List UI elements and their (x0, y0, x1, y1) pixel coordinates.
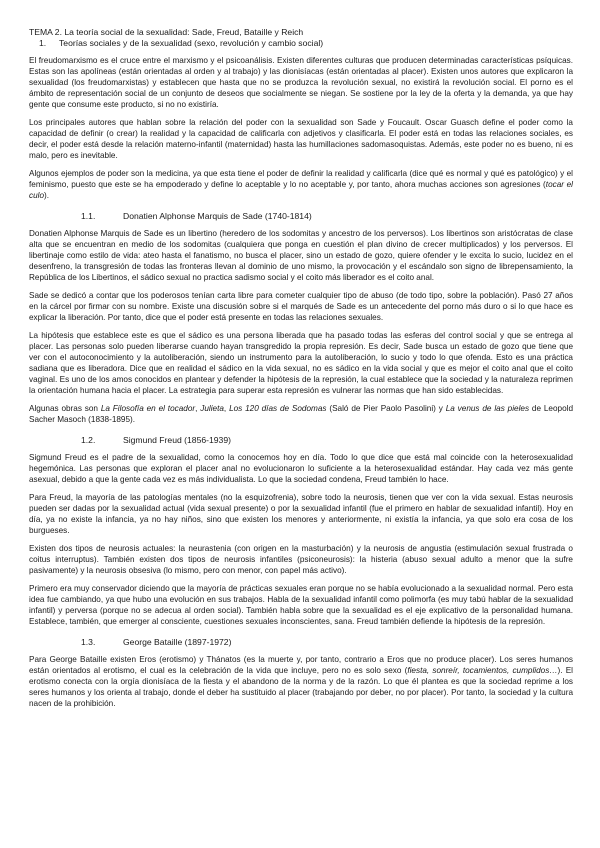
section-1-2-title: Sigmund Freud (1856-1939) (123, 435, 231, 445)
section-1-number: 1. (39, 38, 47, 48)
section-1-2-heading (81, 435, 573, 446)
section-1-3-number: 1.3. (81, 637, 96, 647)
paragraph: Algunos ejemplos de poder son la medicina, ya que esta tiene el poder de definir la realidad y calificarla (dice qué es normal y qué es patológico) y el feminismo, puesto que este se ha empoderado y define lo aceptable y lo no aceptable y, por tanto, ahora muchas acciones son agresiones (tocar el culo). (29, 169, 573, 200)
section-1-1-title: Donatien Alphonse Marquis de Sade (1740-1814) (123, 211, 312, 221)
section-1-title: Teorías sociales y de la sexualidad (sexo, revolución y cambio social) (59, 38, 324, 48)
section-1-2-number: 1.2. (81, 435, 96, 445)
section-1-1-heading (81, 211, 573, 222)
paragraph: Sigmund Freud es el padre de la sexualidad, como la conocemos hoy en día. Todo lo que dice que está mal coincide con la heterosexualidad hegemónica. Las personas que exploran el placer anal no evolucionaron lo suficiente a la heterosexualidad estándar. Hay cada vez más gente asexual, debido a que la gente cada vez es más individualista. Lo que la sociedad condena, Freud también lo hace. (29, 453, 573, 484)
paragraph: Primero era muy conservador diciendo que la mayoría de prácticas sexuales eran porque no se había evolucionado a la sexualidad normal. Pero esta idea fue cambiando, ya que hubo una evolución en sus trabajos. Habla de la sexualidad infantil como polimorfa (es muy tabú hablar de la sexualidad infantil) y perversa (porque no se adecua al orden social). También habla sobre que la sexualidad es el eje explicativo de la personalidad humana. Establece, también, que emerger al consciente, cuestiones sexuales inconscientes, sana. Freud también defiende la hipótesis de la represión. (29, 584, 573, 626)
paragraph: Existen dos tipos de neurosis actuales: la neurastenia (con origen en la masturbación) y la neurosis de angustia (estimulación sexual frustrada o coitus interruptus). También existen dos tipos de neurosis infantiles (psiconeurosis): la histeria (abuso sexual adulto a menor que la sufre pasivamente) y la neurosis obsesiva (lo mismo, pero con menor, con papel más activo). (29, 544, 573, 575)
paragraph: Algunas obras son La Filosofía en el tocador, Julieta, Los 120 días de Sodomas (Saló de Pier Paolo Pasolini) y La venus de las pieles de Leopold Sacher Masoch (1838-1895). (29, 404, 574, 424)
section-1-3-title: George Bataille (1897-1972) (123, 637, 232, 647)
paragraph: Para Freud, la mayoría de las patologías mentales (no la esquizofrenia), sobre todo la neurosis, tienen que ver con la vida sexual. Estas neurosis pueden ser dadas por la sexualidad actual (vida sexual presente) o por la sexualidad infantil (fue el primero en hablar de sexualidad infantil). Hoy en día, ya no existe la infancia, ya no hay niños, sino que existen los menores y anteriormente, ni existía la infancia, ya que solo era cosa de los burgueses. (29, 493, 573, 535)
paragraph: El freudomarxismo es el cruce entre el marxismo y el psicoanálisis. Existen diferentes culturas que producen determinadas características psíquicas. Estas son las apolíneas (están orientadas al orden y al trabajo) y las dionisíacas (están orientadas al placer). Existen unos autores que explicaron la sexualidad (los freudomarxistas) y establecen que hasta que no se produzca la revolución sexual, no existirá la revolución social. El porno es el ámbito de representación social de un conjunto de deseos que socialmente se niegan. Se sostiene por la ley de la oferta y la demanda, ya que hay gente que consume este producto, si no no existiría. (29, 56, 573, 109)
paragraph: Los principales autores que hablan sobre la relación del poder con la sexualidad son Sade y Foucault. Oscar Guasch define el poder como la capacidad de definir (o crear) la realidad y la capacidad de calificarla con adjetivos y clasificarla. El poder está en todas las relaciones sociales, es decir, el poder está desde la relación materno-infantil (maternidad) hasta las humillaciones sadomasoquistas. Además, este poder no es bueno, ni es malo, pero es inevitable. (29, 118, 573, 160)
paragraph: Sade se dedicó a contar que los poderosos tenían carta libre para cometer cualquier tipo de abuso (de todo tipo, sobre la población). Pasó 27 años en la cárcel por firmar con su nombre. Existe una discusión sobre si el marqués de Sade es un antecedente del porno más duro o si lo que hace es explicar la liberación. Por tanto, dice que el poder está presente en todas las relaciones sexuales. (29, 291, 573, 322)
paragraph: La hipótesis que establece este es que el sádico es una persona liberada que ha pasado todas las esferas del control social y que se entrega al placer. Las personas solo pueden liberarse cuando hayan transgredido la propia represión. Es decir, Sade busca un estado de gozo que tiene que ver con el autoconocimiento y la autoliberación, siendo un instrumento para la autoliberación, lo sucio y todo lo que ofenda. Esto es una práctica sadiana que es liberadora. Dice que en realidad el sádico en la vida sexual, no es sádico en la vida social y que es mejor el coito anal que el coito vaginal. Es uno de los amos conocidos en plantear y defender la hipótesis de la represión, la cual establece que la sociedad y la naturaleza reprimen la orientación humana hacia el placer. La estrategia para superar esta represión es vulnerar las normas que han sido establecidas. (29, 331, 573, 395)
paragraph: Donatien Alphonse Marquis de Sade es un libertino (heredero de los sodomitas y ancestro de los perversos). Los libertinos son aristócratas de clase alta que se encuentran en medio de los sodomitas (cualquiera que ponga en cuestión el plan divino de crecer multiplicados) y los perversos. El libertinaje como estilo de vida: ateo hasta el fanatismo, no busca el placer, sino un estado de gozo, quiere ofender y le excita lo sucio, lucidez en el desenfreno, la transgresión de todas las fronteras llevan al dominio de uno mismo, la provocación y el escándalo son signo de librepensamiento, la República de los Libertinos, el sádico sexual no practica sadismo social y el coito más liberador es el coito anal. (29, 229, 573, 282)
section-1-3-heading (81, 637, 573, 648)
document-title: TEMA 2. La teoría social de la sexualidad: Sade, Freud, Bataille y Reich (29, 27, 304, 37)
section-1-1-number: 1.1. (81, 211, 96, 221)
section-1-heading (39, 38, 573, 49)
paragraph: Para George Bataille existen Eros (erotismo) y Thánatos (es la muerte y, por tanto, contrario a Eros que no produce placer). Los seres humanos están orientados al erotismo, el cual es la celebración de la vida que incluye, pero no es solo sexo (fiesta, sonreír, tocamientos, cumplidos…). El erotismo conecta con la orgía dionisíaca de la fiesta y el abandono de la norma y de la razón. Lo que él plantea es que la sociedad reprime a los seres humanos y los orienta al trabajo, donde el deber ha sustituido al placer (trabajando por deber, no por placer). Por tanto, la sociedad y la cultura nacen de la prohibición. (29, 655, 573, 708)
